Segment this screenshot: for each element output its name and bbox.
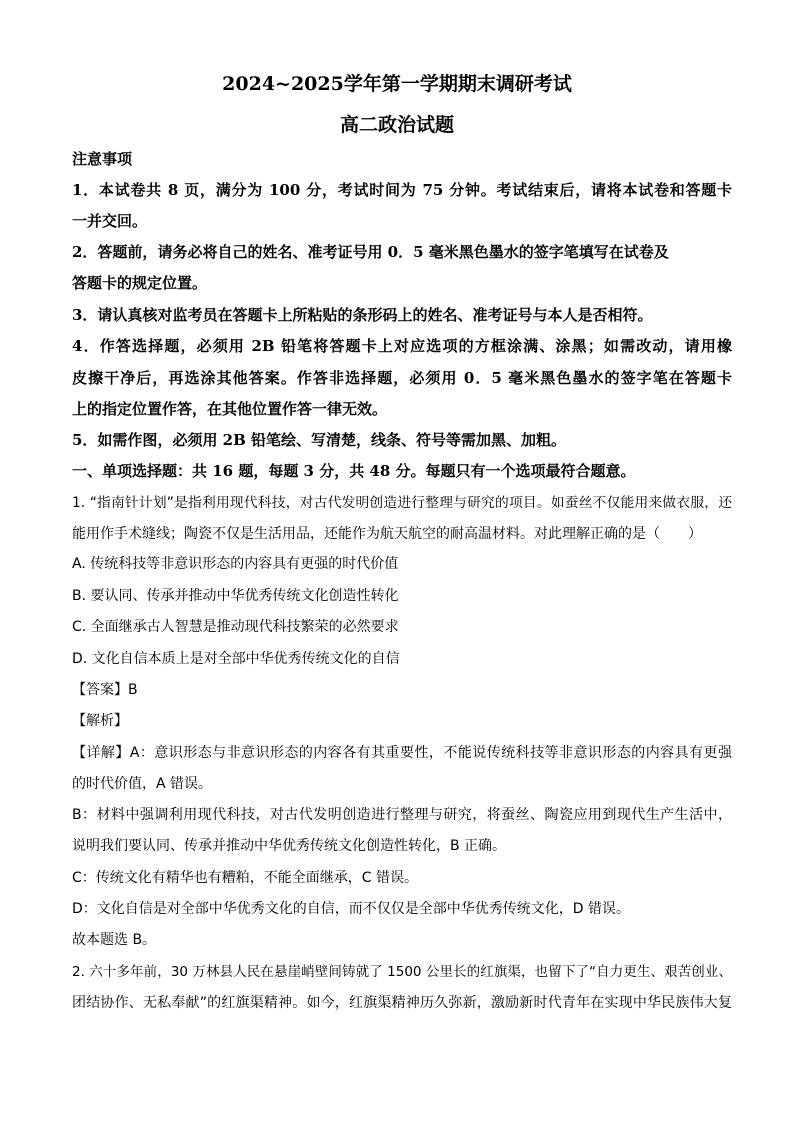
question-1-stem: 能用作手术缝线；陶瓷不仅是生活用品，还能作为航天航空的耐高温材料。对此理解正确的是（ ） [72,526,702,542]
answer-label: 【答案】B [72,682,138,698]
detail-line: D：文化自信是对全部中华优秀文化的自信，而不仅仅是全部中华优秀传统文化，D 错误。 [72,901,631,917]
detail-line: C：传统文化有精华也有糟粕，不能全面继承，C 错误。 [72,870,418,886]
notice-line: 5．如需作图，必须用 2B 铅笔绘、写清楚，线条、符号等需加黑、加粗。 [72,431,566,449]
question-2-stem: 2. 六十多年前，30 万林县人民在悬崖峭壁间铸就了 1500 公里长的红旗渠，也留下了“自力更生、艰苦创业、 [72,964,732,980]
detail-line: 的时代价值，A 错误。 [72,776,213,792]
option-d: D. 文化自信本质上是对全部中华优秀传统文化的自信 [72,651,400,667]
notice-line: 3．请认真核对监考员在答题卡上所粘贴的条形码上的姓名、准考证号与本人是否相符。 [72,306,653,324]
detail-line: B：材料中强调利用现代科技，对古代发明创造进行整理与研究，将蚕丝、陶瓷应用到现代生产生活中， [72,807,732,823]
notice-line: 4．作答选择题，必须用 2B 铅笔将答题卡上对应选项的方框涂满、涂黑；如需改动，请用橡 [72,337,732,355]
question-2-stem: 团结协作、无私奉献”的红旗渠精神。如今，红旗渠精神历久弥新，激励新时代青年在实现中华民族伟大复 [72,995,732,1011]
notice-line: 1．本试卷共 8 页，满分为 100 分，考试时间为 75 分钟。考试结束后，请将本试卷和答题卡 [72,181,732,199]
option-b: B. 要认同、传承并推动中华优秀传统文化创造性转化 [72,588,399,604]
option-c: C. 全面继承古人智慧是推动现代科技繁荣的必然要求 [72,619,399,635]
detail-line: 说明我们要认同、传承并推动中华优秀传统文化创造性转化，B 正确。 [72,838,507,854]
notice-line: 一并交回。 [72,212,148,230]
notice-heading: 注意事项 [72,150,133,168]
analysis-label: 【解析】 [72,713,128,729]
notice-line: 答题卡的规定位置。 [72,274,208,292]
exam-title: 2024~2025学年第一学期期末调研考试 [222,73,572,95]
section-heading: 一、单项选择题：共 16 题，每题 3 分，共 48 分。每题只有一个选项最符合题意。 [72,462,636,480]
notice-line: 皮擦干净后，再选涂其他答案。作答非选择题，必须用 0．5 毫米黑色墨水的签字笔在答题卡 [72,369,732,387]
notice-line: 2．答题前，请务必将自己的姓名、准考证号用 0．5 毫米黑色墨水的签字笔填写在试卷及 [72,243,669,261]
exam-subtitle: 高二政治试题 [339,114,454,136]
detail-line: 故本题选 B。 [72,932,157,948]
option-a: A. 传统科技等非意识形态的内容具有更强的时代价值 [72,556,399,572]
question-1-stem: 1. “指南针计划”是指利用现代科技，对古代发明创造进行整理与研究的项目。如蚕丝不仅能用来做衣服，还 [72,495,732,511]
notice-line: 上的指定位置作答，在其他位置作答一律无效。 [72,400,388,418]
detail-line: 【详解】A：意识形态与非意识形态的内容各有其重要性，不能说传统科技等非意识形态的内容具有更强 [72,745,732,761]
